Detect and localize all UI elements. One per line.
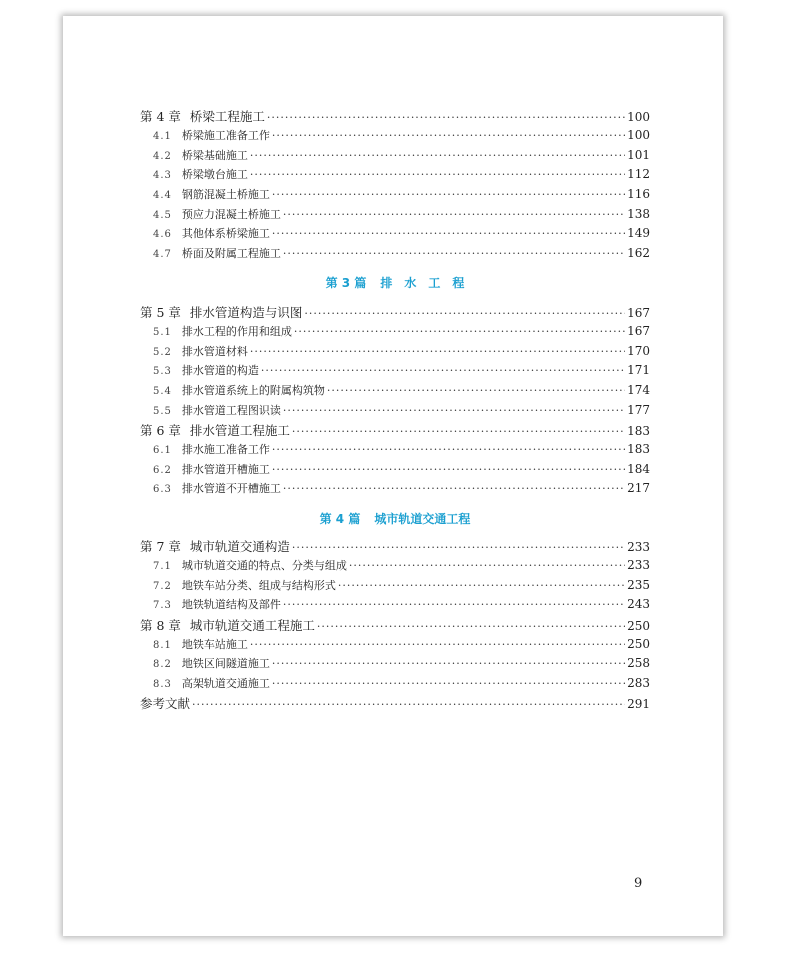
- toc-section-4-5[interactable]: [153, 206, 650, 224]
- section-number: 5.4: [153, 386, 172, 397]
- toc-section-7-3[interactable]: [153, 596, 650, 614]
- page-ref: 171: [627, 363, 650, 377]
- section-title: 其他体系桥梁施工: [181, 227, 270, 240]
- section-title: 桥梁施工准备工作: [181, 129, 270, 142]
- dot-leader: [283, 404, 625, 417]
- section-title: 高架轨道交通施工: [181, 677, 270, 690]
- part-heading-4: [140, 510, 650, 527]
- page-ref: 243: [627, 597, 650, 611]
- section-title: 桥梁基础施工: [181, 149, 248, 162]
- toc-section-4-3[interactable]: [153, 166, 650, 184]
- toc-section-4-6[interactable]: [153, 225, 650, 243]
- toc-section-6-2[interactable]: [153, 461, 650, 479]
- dot-leader: [294, 325, 625, 338]
- chapter-number: 第 6 章: [140, 423, 181, 438]
- dot-leader: [272, 463, 625, 476]
- page-ref: 183: [627, 442, 650, 456]
- page-ref: 250: [627, 637, 650, 651]
- dot-leader: [250, 149, 625, 162]
- page-ref: 112: [627, 167, 650, 181]
- section-number: 4.5: [153, 210, 172, 221]
- section-number: 5.3: [153, 366, 172, 377]
- section-number: 8.1: [153, 640, 172, 651]
- section-title: 排水工程的作用和组成: [181, 325, 292, 338]
- page-ref: 183: [627, 424, 650, 438]
- chapter-number: 第 5 章: [140, 305, 181, 320]
- document-page: [63, 16, 723, 936]
- dot-leader: [272, 227, 625, 240]
- toc-section-5-1[interactable]: [153, 323, 650, 341]
- toc-chapter-6[interactable]: [140, 421, 650, 439]
- section-number: 6.3: [153, 484, 172, 495]
- page-ref: 283: [627, 676, 650, 690]
- section-number: 8.3: [153, 679, 172, 690]
- toc-chapter-4[interactable]: [140, 107, 650, 125]
- toc-section-4-1[interactable]: [153, 127, 650, 145]
- page-ref: 100: [627, 128, 650, 142]
- part-heading-3: [140, 274, 650, 291]
- section-title: 桥梁墩台施工: [181, 168, 248, 181]
- section-number: 4.7: [153, 249, 172, 260]
- dot-leader: [349, 559, 625, 572]
- dot-leader: [317, 620, 625, 633]
- section-title: 排水管道工程图识读: [181, 404, 281, 417]
- section-number: 7.2: [153, 581, 172, 592]
- chapter-title: 城市轨道交通构造: [189, 539, 290, 554]
- toc-section-5-5[interactable]: [153, 402, 650, 420]
- section-title: 排水管道系统上的附属构筑物: [181, 384, 325, 397]
- section-title: 地铁车站施工: [181, 638, 248, 651]
- page-ref: 184: [627, 462, 650, 476]
- chapter-number: 第 4 章: [140, 109, 181, 124]
- chapter-number: 第 7 章: [140, 539, 181, 554]
- toc-references[interactable]: [140, 694, 650, 712]
- section-number: 8.2: [153, 659, 172, 670]
- section-number: 5.2: [153, 347, 172, 358]
- section-title: 地铁轨道结构及部件: [181, 598, 281, 611]
- page-ref: 167: [627, 306, 650, 320]
- page-ref: 177: [627, 403, 650, 417]
- dot-leader: [250, 638, 625, 651]
- dot-leader: [292, 541, 625, 554]
- dot-leader: [292, 425, 625, 438]
- toc-section-5-3[interactable]: [153, 362, 650, 380]
- dot-leader: [283, 598, 625, 611]
- toc-section-5-2[interactable]: [153, 343, 650, 361]
- chapter-title: 排水管道工程施工: [189, 423, 290, 438]
- toc-section-8-3[interactable]: [153, 675, 650, 693]
- page-ref: 116: [627, 187, 650, 201]
- section-number: 4.4: [153, 190, 172, 201]
- toc-section-4-2[interactable]: [153, 147, 650, 165]
- toc-section-6-3[interactable]: [153, 480, 650, 498]
- dot-leader: [250, 345, 625, 358]
- section-number: 5.1: [153, 327, 172, 338]
- section-number: 5.5: [153, 406, 172, 417]
- dot-leader: [267, 111, 625, 124]
- page-ref: 233: [627, 558, 650, 572]
- section-title: 排水施工准备工作: [181, 443, 270, 456]
- dot-leader: [272, 129, 625, 142]
- part-title: 城市轨道交通工程: [374, 512, 471, 526]
- section-number: 6.1: [153, 445, 172, 456]
- page-number: 9: [634, 876, 643, 891]
- section-title: 地铁车站分类、组成与结构形式: [181, 579, 336, 592]
- toc-section-6-1[interactable]: [153, 441, 650, 459]
- section-title: 城市轨道交通的特点、分类与组成: [181, 559, 347, 572]
- section-title: 排水管道的构造: [181, 364, 259, 377]
- chapter-number: 第 8 章: [140, 618, 181, 633]
- page-ref: 174: [627, 383, 650, 397]
- dot-leader: [272, 443, 625, 456]
- section-number: 4.6: [153, 229, 172, 240]
- page-ref: 250: [627, 619, 650, 633]
- dot-leader: [283, 247, 625, 260]
- page-ref: 101: [627, 148, 650, 162]
- toc-section-8-2[interactable]: [153, 655, 650, 673]
- page-ref: 167: [627, 324, 650, 338]
- dot-leader: [250, 168, 625, 181]
- toc-section-7-2[interactable]: [153, 577, 650, 595]
- dot-leader: [283, 482, 625, 495]
- section-number: 7.3: [153, 600, 172, 611]
- page-ref: 235: [627, 578, 650, 592]
- chapter-title: 城市轨道交通工程施工: [189, 618, 315, 633]
- dot-leader: [327, 384, 625, 397]
- chapter-title: 桥梁工程施工: [189, 109, 265, 124]
- section-title: 桥面及附属工程施工: [181, 247, 281, 260]
- page-ref: 170: [627, 344, 650, 358]
- part-number: 第 4 篇: [319, 512, 361, 526]
- section-number: 4.2: [153, 151, 172, 162]
- dot-leader: [261, 364, 625, 377]
- section-title: 预应力混凝土桥施工: [181, 208, 281, 221]
- toc-chapter-5[interactable]: [140, 303, 650, 321]
- page-ref: 162: [627, 246, 650, 260]
- part-title: 排 水 工 程: [380, 276, 465, 290]
- toc-chapter-7[interactable]: [140, 537, 650, 555]
- toc-section-4-7[interactable]: [153, 245, 650, 263]
- page-ref: 233: [627, 540, 650, 554]
- toc-chapter-8[interactable]: [140, 616, 650, 634]
- section-title: 地铁区间隧道施工: [181, 657, 270, 670]
- references-title: 参考文献: [140, 696, 191, 711]
- chapter-title: 排水管道构造与识图: [189, 305, 303, 320]
- page-ref: 258: [627, 656, 650, 670]
- section-number: 6.2: [153, 465, 172, 476]
- section-number: 7.1: [153, 561, 172, 572]
- page-ref: 149: [627, 226, 650, 240]
- dot-leader: [272, 657, 625, 670]
- dot-leader: [304, 307, 625, 320]
- toc-section-4-4[interactable]: [153, 186, 650, 204]
- dot-leader: [338, 579, 625, 592]
- section-title: 钢筋混凝土桥施工: [181, 188, 270, 201]
- dot-leader: [283, 208, 625, 221]
- page-ref: 138: [627, 207, 650, 221]
- section-title: 排水管道材料: [181, 345, 248, 358]
- table-of-contents: [63, 16, 723, 936]
- toc-section-5-4[interactable]: [153, 382, 650, 400]
- page-ref: 291: [627, 697, 650, 711]
- page-ref: 100: [627, 110, 650, 124]
- toc-section-7-1[interactable]: [153, 557, 650, 575]
- part-number: 第 3 篇: [325, 276, 367, 290]
- section-number: 4.3: [153, 170, 172, 181]
- section-title: 排水管道不开槽施工: [181, 482, 281, 495]
- dot-leader: [272, 677, 625, 690]
- section-title: 排水管道开槽施工: [181, 463, 270, 476]
- dot-leader: [272, 188, 625, 201]
- page-ref: 217: [627, 481, 650, 495]
- toc-section-8-1[interactable]: [153, 636, 650, 654]
- dot-leader: [192, 698, 625, 711]
- section-number: 4.1: [153, 131, 172, 142]
